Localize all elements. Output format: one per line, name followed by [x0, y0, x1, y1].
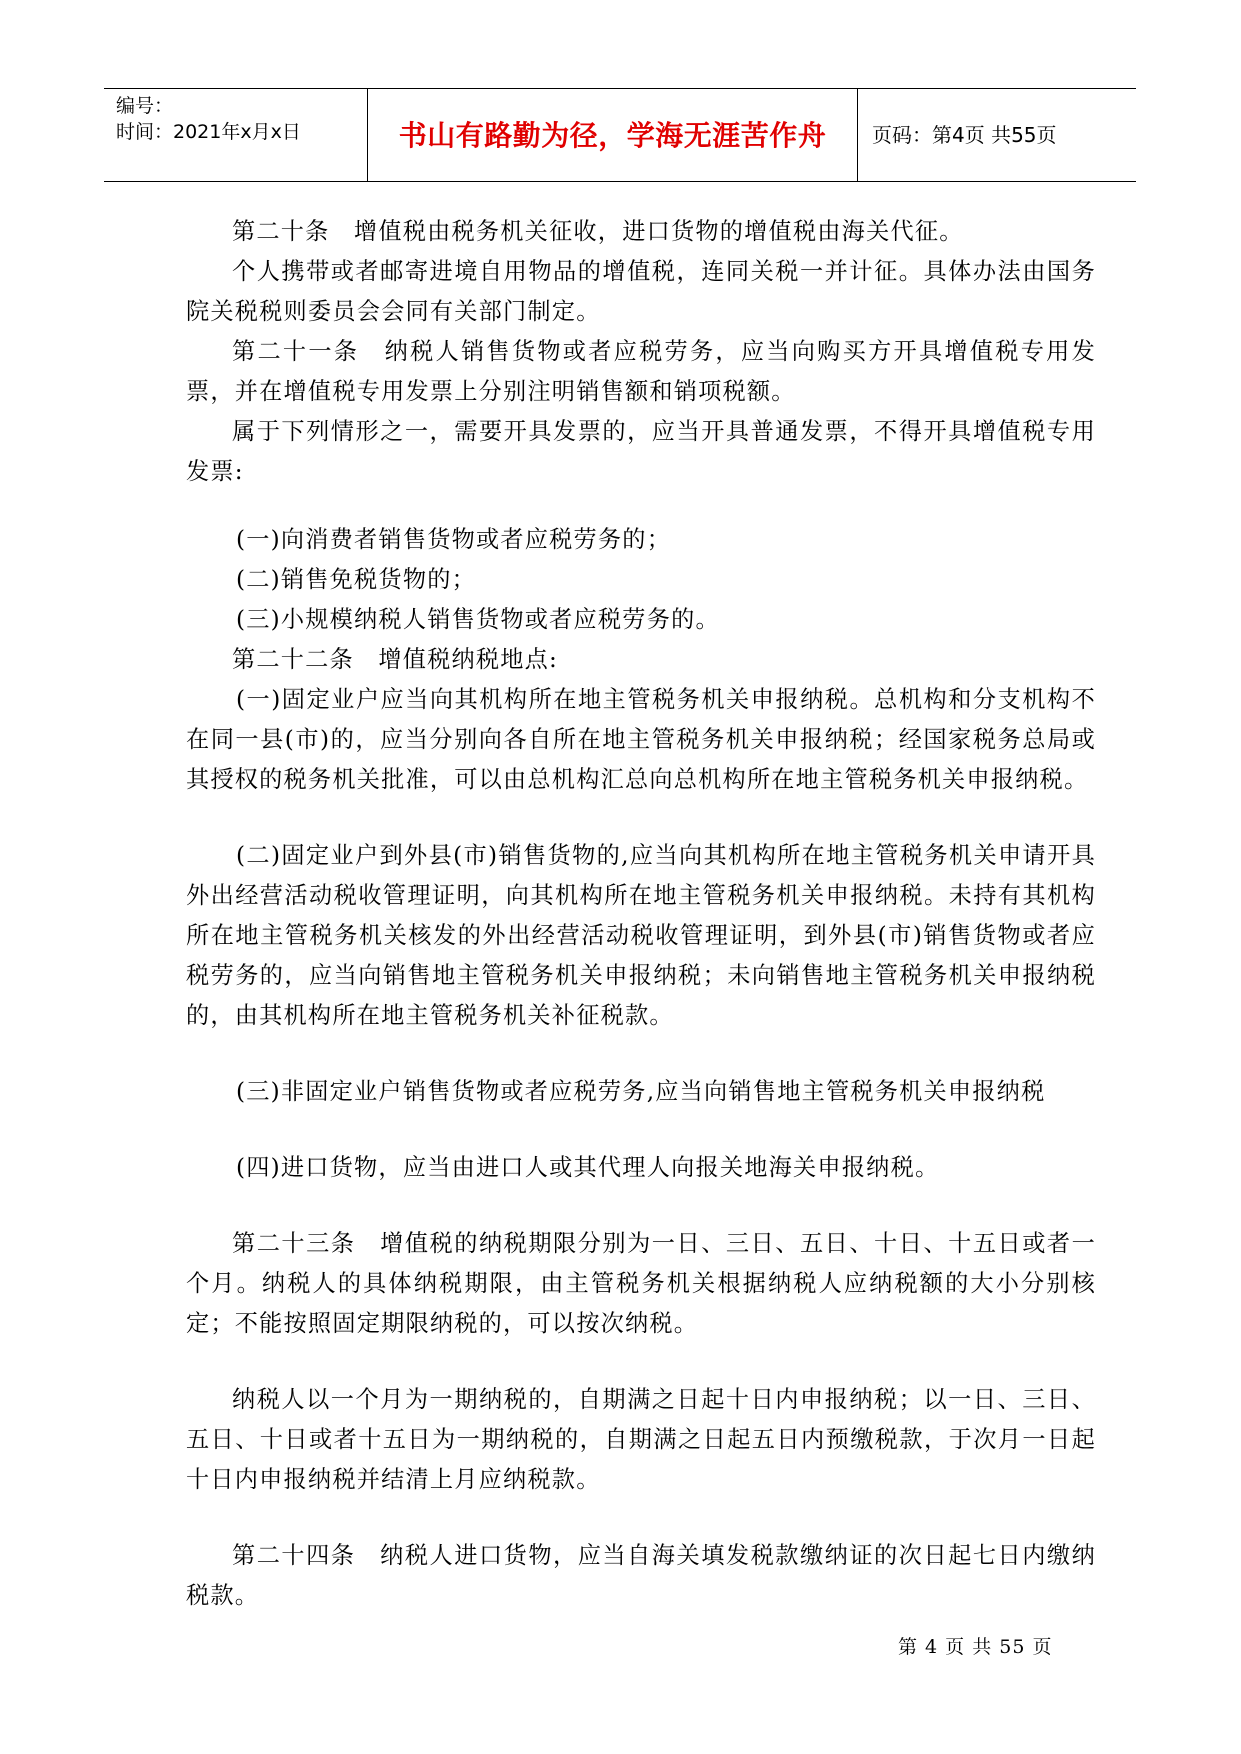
spacer: [186, 1188, 1096, 1224]
document-body: [186, 212, 1096, 1616]
list-item: (二)销售免税货物的；: [236, 566, 476, 593]
header-meta: [104, 89, 368, 181]
spacer: [186, 492, 1096, 520]
list-item: (四)进口货物，应当由进口人或其代理人向报关地海关申报纳税。: [236, 1154, 940, 1181]
time-label: 时间：2021年x月x日: [116, 121, 301, 143]
header-page-label: 页码：第4页 共55页: [872, 122, 1057, 147]
paragraph: 第二十三条 增值税的纳税期限分别为一日、三日、五日、十日、十五日或者一个月。纳税人的具体纳税期限，由主管税务机关根据纳税人应纳税额的大小分别核定；不能按照固定期限纳税的，可以按次纳税。: [186, 1230, 1096, 1337]
paragraph: 第二十二条 增值税纳税地点:: [232, 646, 559, 673]
list-item: (三)小规模纳税人销售货物或者应税劳务的。: [236, 606, 720, 633]
list-item: (二)固定业户到外县(市)销售货物的,应当向其机构所在地主管税务机关申请开具外出经营活动税收管理证明，向其机构所在地主管税务机关申报纳税。未持有其机构所在地主管税务机关核发的外出经营活动税收管理证明，到外县(市)销售货物或者应税劳务的，应当向销售地主管税务机关申报纳税；未向销售地主管税务机关申报纳税的，由其机构所在地主管税务机关补征税款。: [186, 842, 1096, 1029]
header-motto: 书山有路勤为径，学海无涯苦作舟: [368, 89, 858, 181]
paragraph: 纳税人以一个月为一期纳税的，自期满之日起十日内申报纳税；以一日、三日、五日、十日或者十五日为一期纳税的，自期满之日起五日内预缴税款，于次月一日起十日内申报纳税并结清上月应纳税款。: [186, 1386, 1096, 1493]
list-item: (一)向消费者销售货物或者应税劳务的；: [236, 526, 672, 553]
paragraph: 第二十条 增值税由税务机关征收，进口货物的增值税由海关代征。: [232, 218, 964, 245]
paragraph: 属于下列情形之一，需要开具发票的，应当开具普通发票，不得开具增值税专用发票:: [186, 418, 1096, 485]
paragraph: 个人携带或者邮寄进境自用物品的增值税，连同关税一并计征。具体办法由国务院关税税则委员会会同有关部门制定。: [186, 258, 1096, 325]
list-item: (一)固定业户应当向其机构所在地主管税务机关申报纳税。总机构和分支机构不在同一县(市)的，应当分别向各自所在地主管税务机关申报纳税；经国家税务总局或其授权的税务机关批准，可以由总机构汇总向总机构所在地主管税务机关申报纳税。: [186, 686, 1096, 793]
paragraph: 第二十四条 纳税人进口货物，应当自海关填发税款缴纳证的次日起七日内缴纳税款。: [186, 1542, 1096, 1609]
page-footer: 第 4 页 共 55 页: [898, 1636, 1053, 1658]
spacer: [186, 800, 1096, 836]
spacer: [186, 1344, 1096, 1380]
spacer: [186, 1112, 1096, 1148]
number-label: 编号：: [116, 95, 174, 117]
spacer: [186, 1500, 1096, 1536]
spacer: [186, 1036, 1096, 1072]
page-header: [104, 88, 1136, 182]
list-item: (三)非固定业户销售货物或者应税劳务,应当向销售地主管税务机关申报纳税: [236, 1078, 1046, 1105]
paragraph: 第二十一条 纳税人销售货物或者应税劳务，应当向购买方开具增值税专用发票，并在增值税专用发票上分别注明销售额和销项税额。: [186, 338, 1096, 405]
